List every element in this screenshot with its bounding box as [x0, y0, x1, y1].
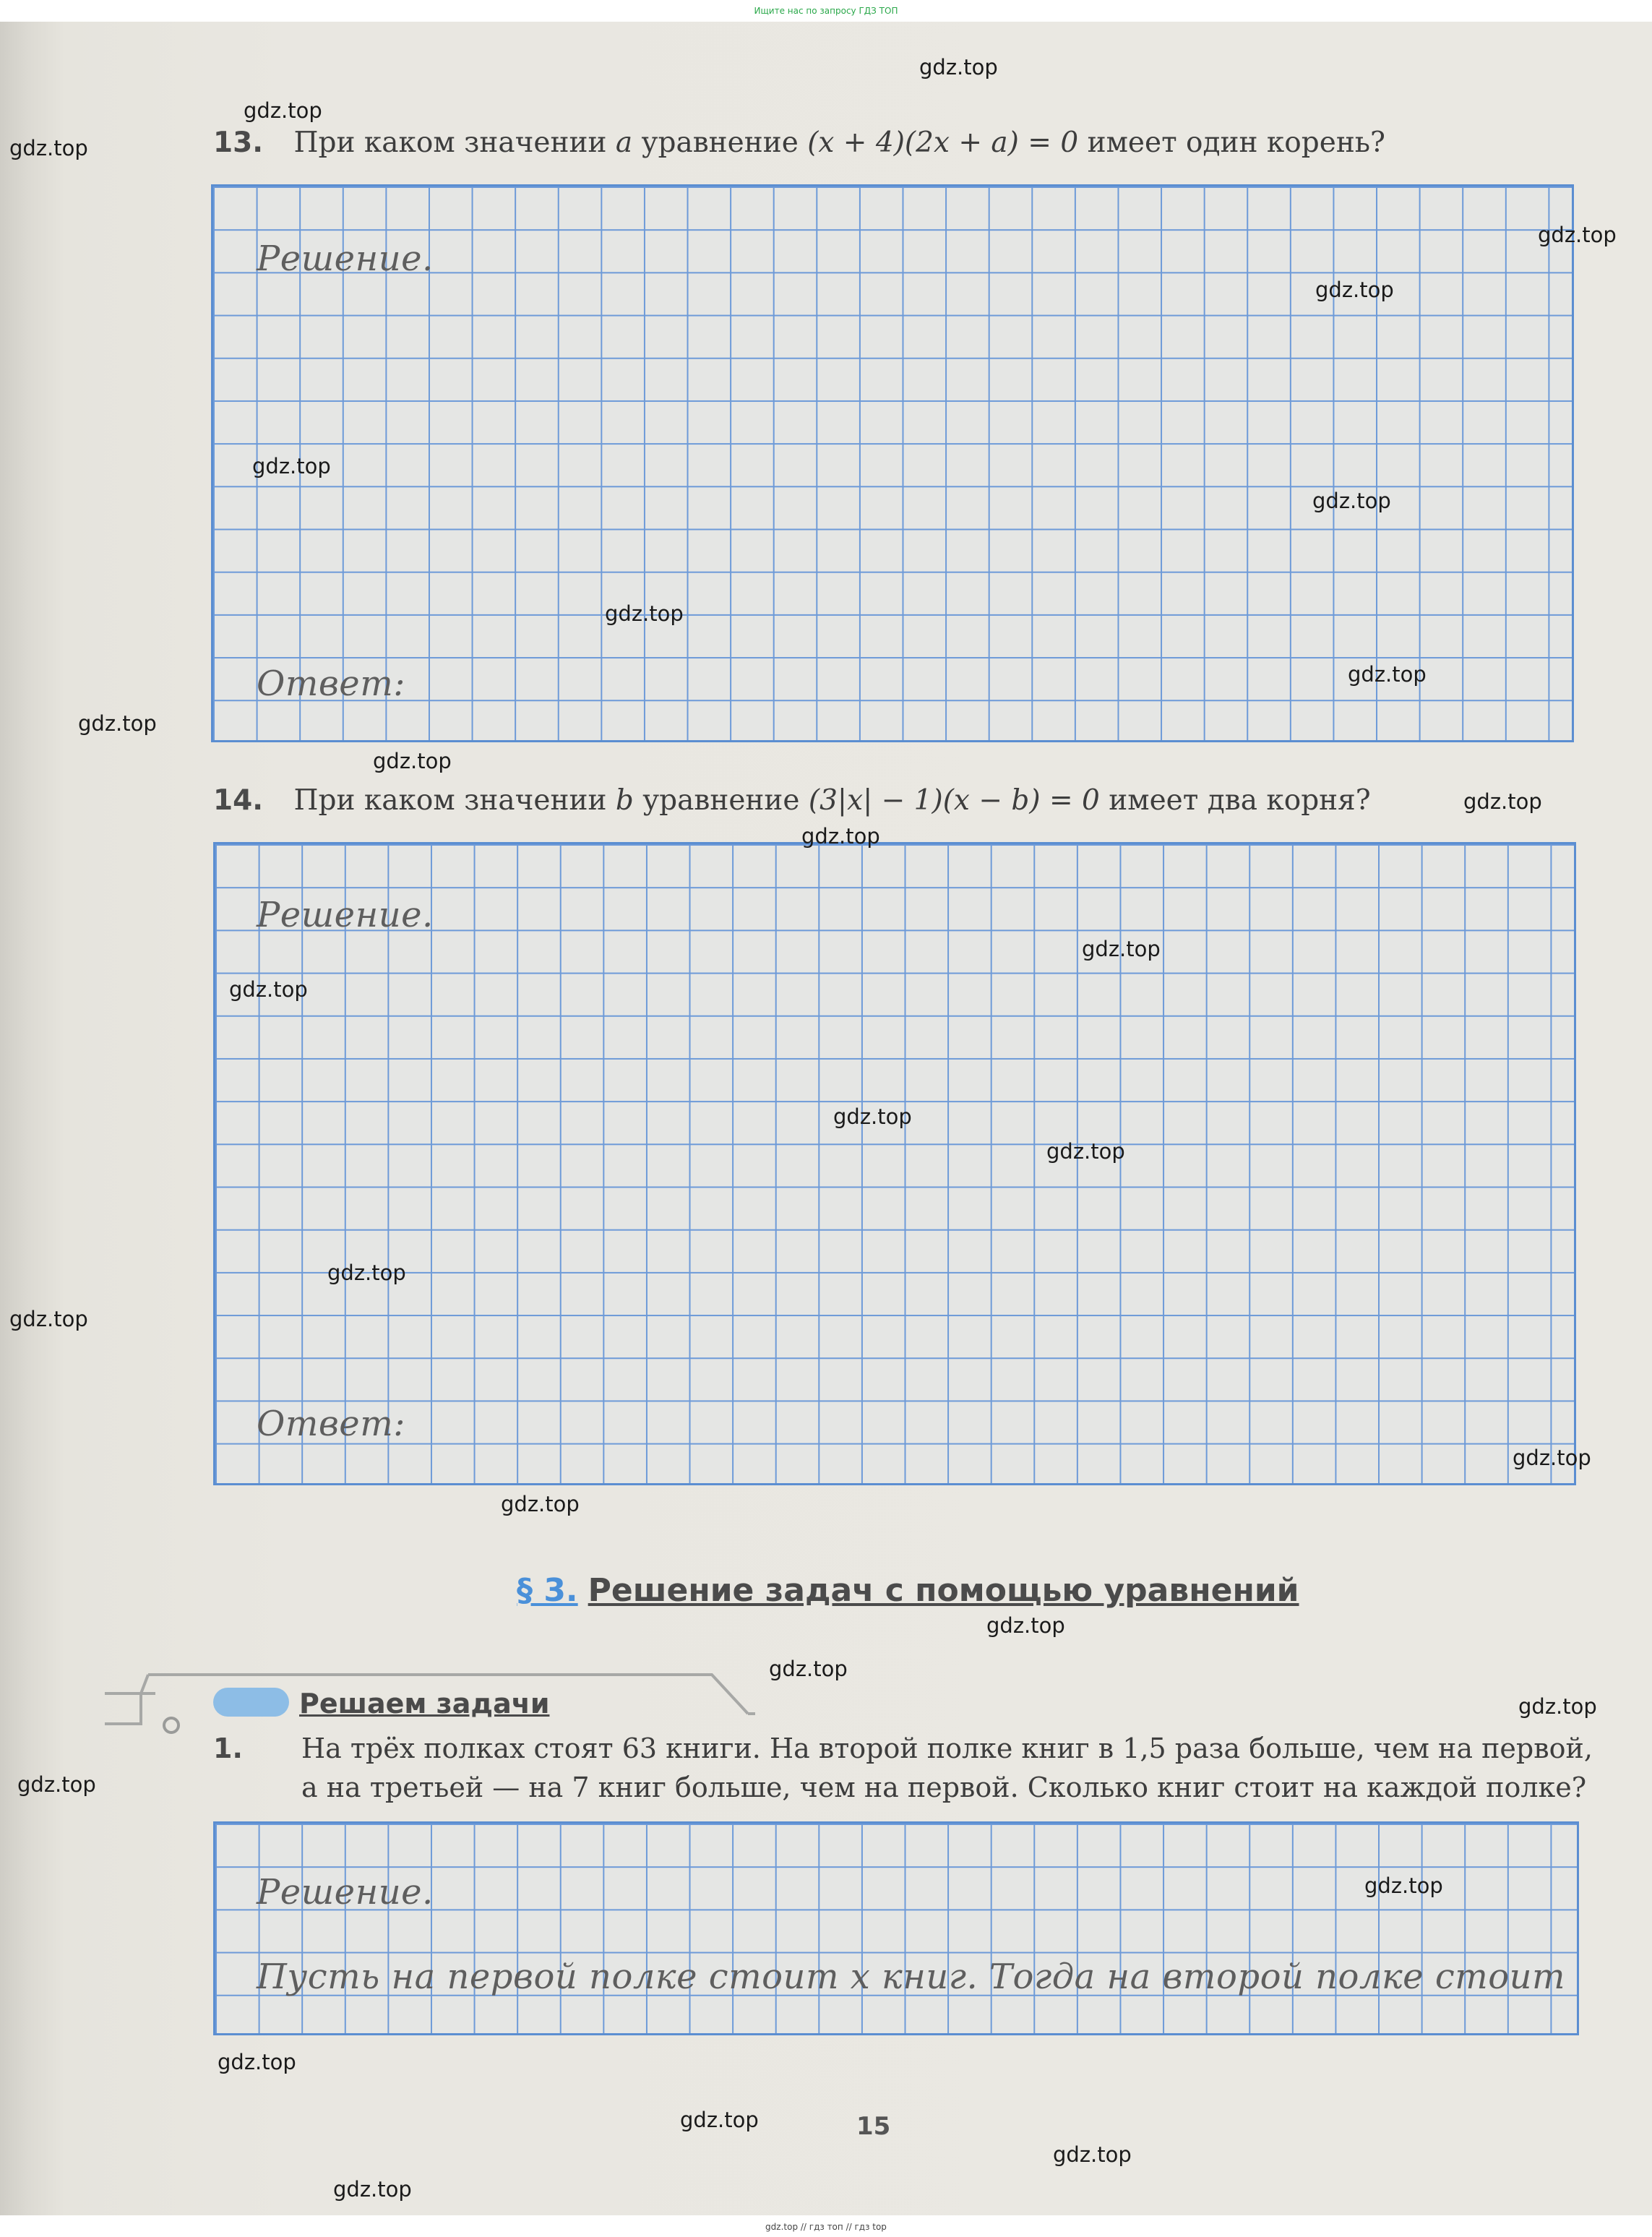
- task-13-number: 13.: [213, 126, 264, 159]
- watermark: gdz.top: [605, 601, 684, 626]
- section-title: Решение задач с помощью уравнений: [588, 1572, 1299, 1609]
- watermark: gdz.top: [1082, 937, 1161, 961]
- task-1-solution-line: Пусть на первой полке стоит х книг. Тогда на второй полке стоит: [257, 1957, 1566, 1997]
- task-1-number: 1.: [213, 1733, 243, 1764]
- task-14-text-pre: При каком значении: [293, 784, 607, 817]
- watermark: gdz.top: [9, 1307, 88, 1331]
- watermark: gdz.top: [1518, 1694, 1597, 1719]
- task-13-text-mid: уравнение: [641, 126, 799, 159]
- watermark: gdz.top: [78, 711, 157, 736]
- task-1-line-2: а на третьей — на 7 книг больше, чем на первой. Сколько книг стоит на каждой полке?: [301, 1772, 1587, 1803]
- task-14-text-post: имеет два корня?: [1109, 784, 1371, 817]
- task-13-var: a: [615, 126, 633, 159]
- watermark: gdz.top: [1513, 1446, 1591, 1470]
- task-14-grid: [213, 842, 1576, 1485]
- task-13-statement: [213, 126, 1385, 159]
- task-13-text-post: имеет один корень?: [1087, 126, 1385, 159]
- task-14-answer-label: Ответ:: [257, 1404, 405, 1444]
- watermark: gdz.top: [769, 1657, 848, 1681]
- watermark: gdz.top: [327, 1261, 406, 1285]
- task-1-solution-label: Решение.: [257, 1872, 434, 1912]
- task-14-var: b: [615, 784, 634, 817]
- page-number: 15: [856, 2112, 891, 2141]
- watermark: gdz.top: [1463, 789, 1542, 814]
- watermark: gdz.top: [218, 2050, 296, 2074]
- watermark: gdz.top: [1046, 1139, 1125, 1164]
- watermark: gdz.top: [252, 454, 331, 478]
- section-heading: [517, 1572, 1299, 1609]
- task-1-statement: [213, 1729, 1593, 1807]
- watermark: gdz.top: [9, 136, 88, 160]
- watermark: gdz.top: [501, 1492, 580, 1516]
- watermark: gdz.top: [17, 1772, 96, 1797]
- watermark: gdz.top: [244, 98, 322, 123]
- watermark: gdz.top: [833, 1104, 912, 1129]
- watermark: gdz.top: [1538, 223, 1617, 247]
- task-13-text-pre: При каком значении: [293, 126, 607, 159]
- top-banner[interactable]: Ищите нас по запросу ГДЗ ТОП: [754, 6, 898, 16]
- watermark: gdz.top: [1312, 489, 1391, 513]
- watermark: gdz.top: [229, 977, 308, 1002]
- watermark: gdz.top: [1348, 662, 1427, 687]
- watermark: gdz.top: [680, 2108, 759, 2132]
- watermark: gdz.top: [1364, 1873, 1443, 1898]
- task-14-equation: (3|x| − 1)(x − b) = 0: [808, 784, 1100, 817]
- watermark: gdz.top: [1315, 278, 1394, 302]
- task-1-grid: [213, 1821, 1579, 2035]
- task-14-statement: [213, 784, 1371, 817]
- watermark: gdz.top: [919, 55, 998, 80]
- task-14-text-mid: уравнение: [642, 784, 800, 817]
- task-13-solution-label: Решение.: [257, 239, 434, 279]
- task-1-line-1: На трёх полках стоят 63 книги. На второй полке книг в 1,5 раза больше, чем на первой,: [301, 1733, 1593, 1764]
- task-13-equation: (x + 4)(2x + a) = 0: [807, 126, 1079, 159]
- bottom-banner[interactable]: gdz.top // гдз топ // гдз top: [765, 2222, 887, 2232]
- task-13-answer-label: Ответ:: [257, 664, 405, 704]
- watermark: gdz.top: [373, 749, 452, 773]
- watermark: gdz.top: [801, 824, 880, 849]
- watermark: gdz.top: [333, 2177, 412, 2202]
- task-14-solution-label: Решение.: [257, 895, 434, 935]
- task-14-number: 14.: [213, 784, 264, 817]
- watermark: gdz.top: [1053, 2142, 1132, 2167]
- subsection-title: Решаем задачи: [299, 1688, 550, 1719]
- section-number: § 3.: [517, 1572, 578, 1609]
- watermark: gdz.top: [986, 1613, 1065, 1638]
